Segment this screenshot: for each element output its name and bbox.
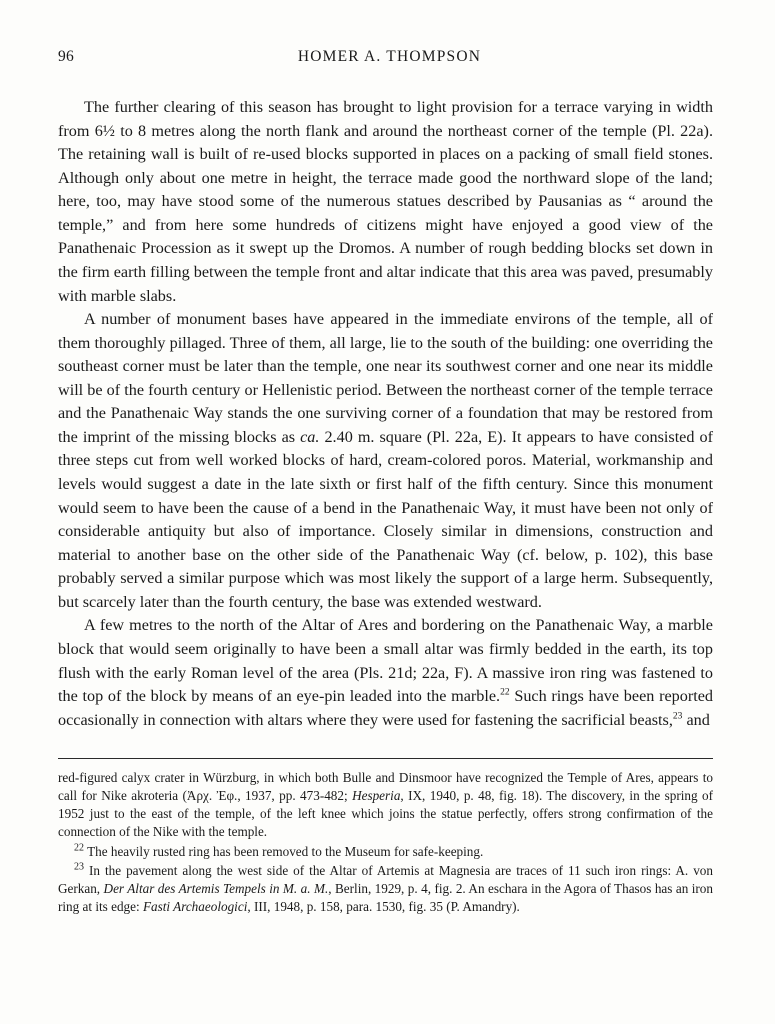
paragraph-2-text: A number of monument bases have appeared in the immediate environs of the temple, all of them thoroughly pillaged. Three of them, all large, lie to the south of the building: one overriding the southeast corner must be later than the temple, one near its southwest corner and one near its middle will be of the fourth century or Hellenistic period. Between the northeast corner of the temple terrace and the Panathenaic Way stands the one surviving corner of a foundation that may be restored from the imprint of the missing blocks as ca. 2.40 m. square (Pl. 22a, E). It appears to have consisted of three steps cut from well worked blocks of hard, cream-colored poros. Material, workmanship and levels would suggest a date in the late sixth or first half of the fifth century. Since this monument would seem to have been the cause of a bend in the Panathenaic Way, it must have been not only of considerable antiquity but also of importance. Closely similar in dimensions, construction and material to another base on the other side of the Panathenaic Way (cf. below, p. 102), this base probably served a similar purpose which was most likely the support of a large herm. Subsequently, but scarcely later than the fourth century, the base was extended westward. — [58, 310, 713, 611]
footnote-23-marker: 23 — [74, 861, 84, 873]
body-text — [58, 96, 713, 732]
footnote-22-marker: 22 — [74, 842, 84, 854]
page-header — [58, 48, 713, 70]
footnote-22-text: The heavily rusted ring has been removed to the Museum for safe-keeping. — [87, 843, 484, 859]
footnote-23-text: In the pavement along the west side of the Altar of Artemis at Magnesia are traces of 11 such iron rings: A. von Gerkan, Der Altar des Artemis Tempels in M. a. M., Berlin, 1929, p. 4, fig. 2. An eschara in the Agora of Thasos has an iron ring at its edge: Fasti Archaeologici, III, 1948, p. 158, para. 1530, fig. 35 (P. Amandry). — [58, 862, 713, 914]
running-head: HOMER A. THOMPSON — [297, 48, 482, 65]
footnote-continued-text: red-figured calyx crater in Würzburg, in which both Bulle and Dinsmoor have recognized the Temple of Ares, appears to call for Nike akroteria (Ἀρχ. Ἐφ., 1937, pp. 473-482; Hesperia, IX, 1940, p. 48, fig. 18). The discovery, in the spring of 1952 just to the east of the temple, of the left knee which joins the statue perfectly, offers strong confirmation of the connection of the Nike with the temple. — [58, 770, 713, 840]
paragraph-1-text: The further clearing of this season has brought to light provision for a terrace varying in width from 6½ to 8 metres along the north flank and around the northeast corner of the temple (Pl. 22a). The retaining wall is built of re-used blocks supported in places on a packing of small field stones. Although only about one metre in height, the terrace made good the northward slope of the land; here, too, may have stood some of the numerous statues described by Pausanias as “ around the temple,” and from here some hundreds of citizens might have enjoyed a good view of the Panathenaic Procession as it swept up the Dromos. A number of rough bedding blocks set down in the firm earth filling between the temple front and altar indicate that this area was paved, presumably with marble slabs. — [58, 98, 713, 305]
page-number: 96 — [58, 48, 75, 65]
footnote-continued — [58, 769, 713, 841]
paragraph-3-text: A few metres to the north of the Altar of Ares and bordering on the Panathenaic Way, a marble block that would seem originally to have been a small altar was firmly bedded in the earth, its top flush with the early Roman level of the area (Pls. 21d; 22a, F). A massive iron ring was fastened to the top of the block by means of an eye-pin leaded into the marble.$^{22}$ Such rings have been reported occasionally in connection with altars where they were used for fastening the sacrificial beasts,$^{23}$ and — [58, 616, 713, 729]
footnote-block — [58, 769, 713, 916]
paragraph-2 — [58, 308, 713, 614]
footnote-divider — [58, 758, 713, 759]
paragraph-3 — [58, 614, 713, 732]
footnote-22 — [58, 843, 713, 861]
footnote-23 — [58, 862, 713, 916]
paragraph-1 — [58, 96, 713, 308]
